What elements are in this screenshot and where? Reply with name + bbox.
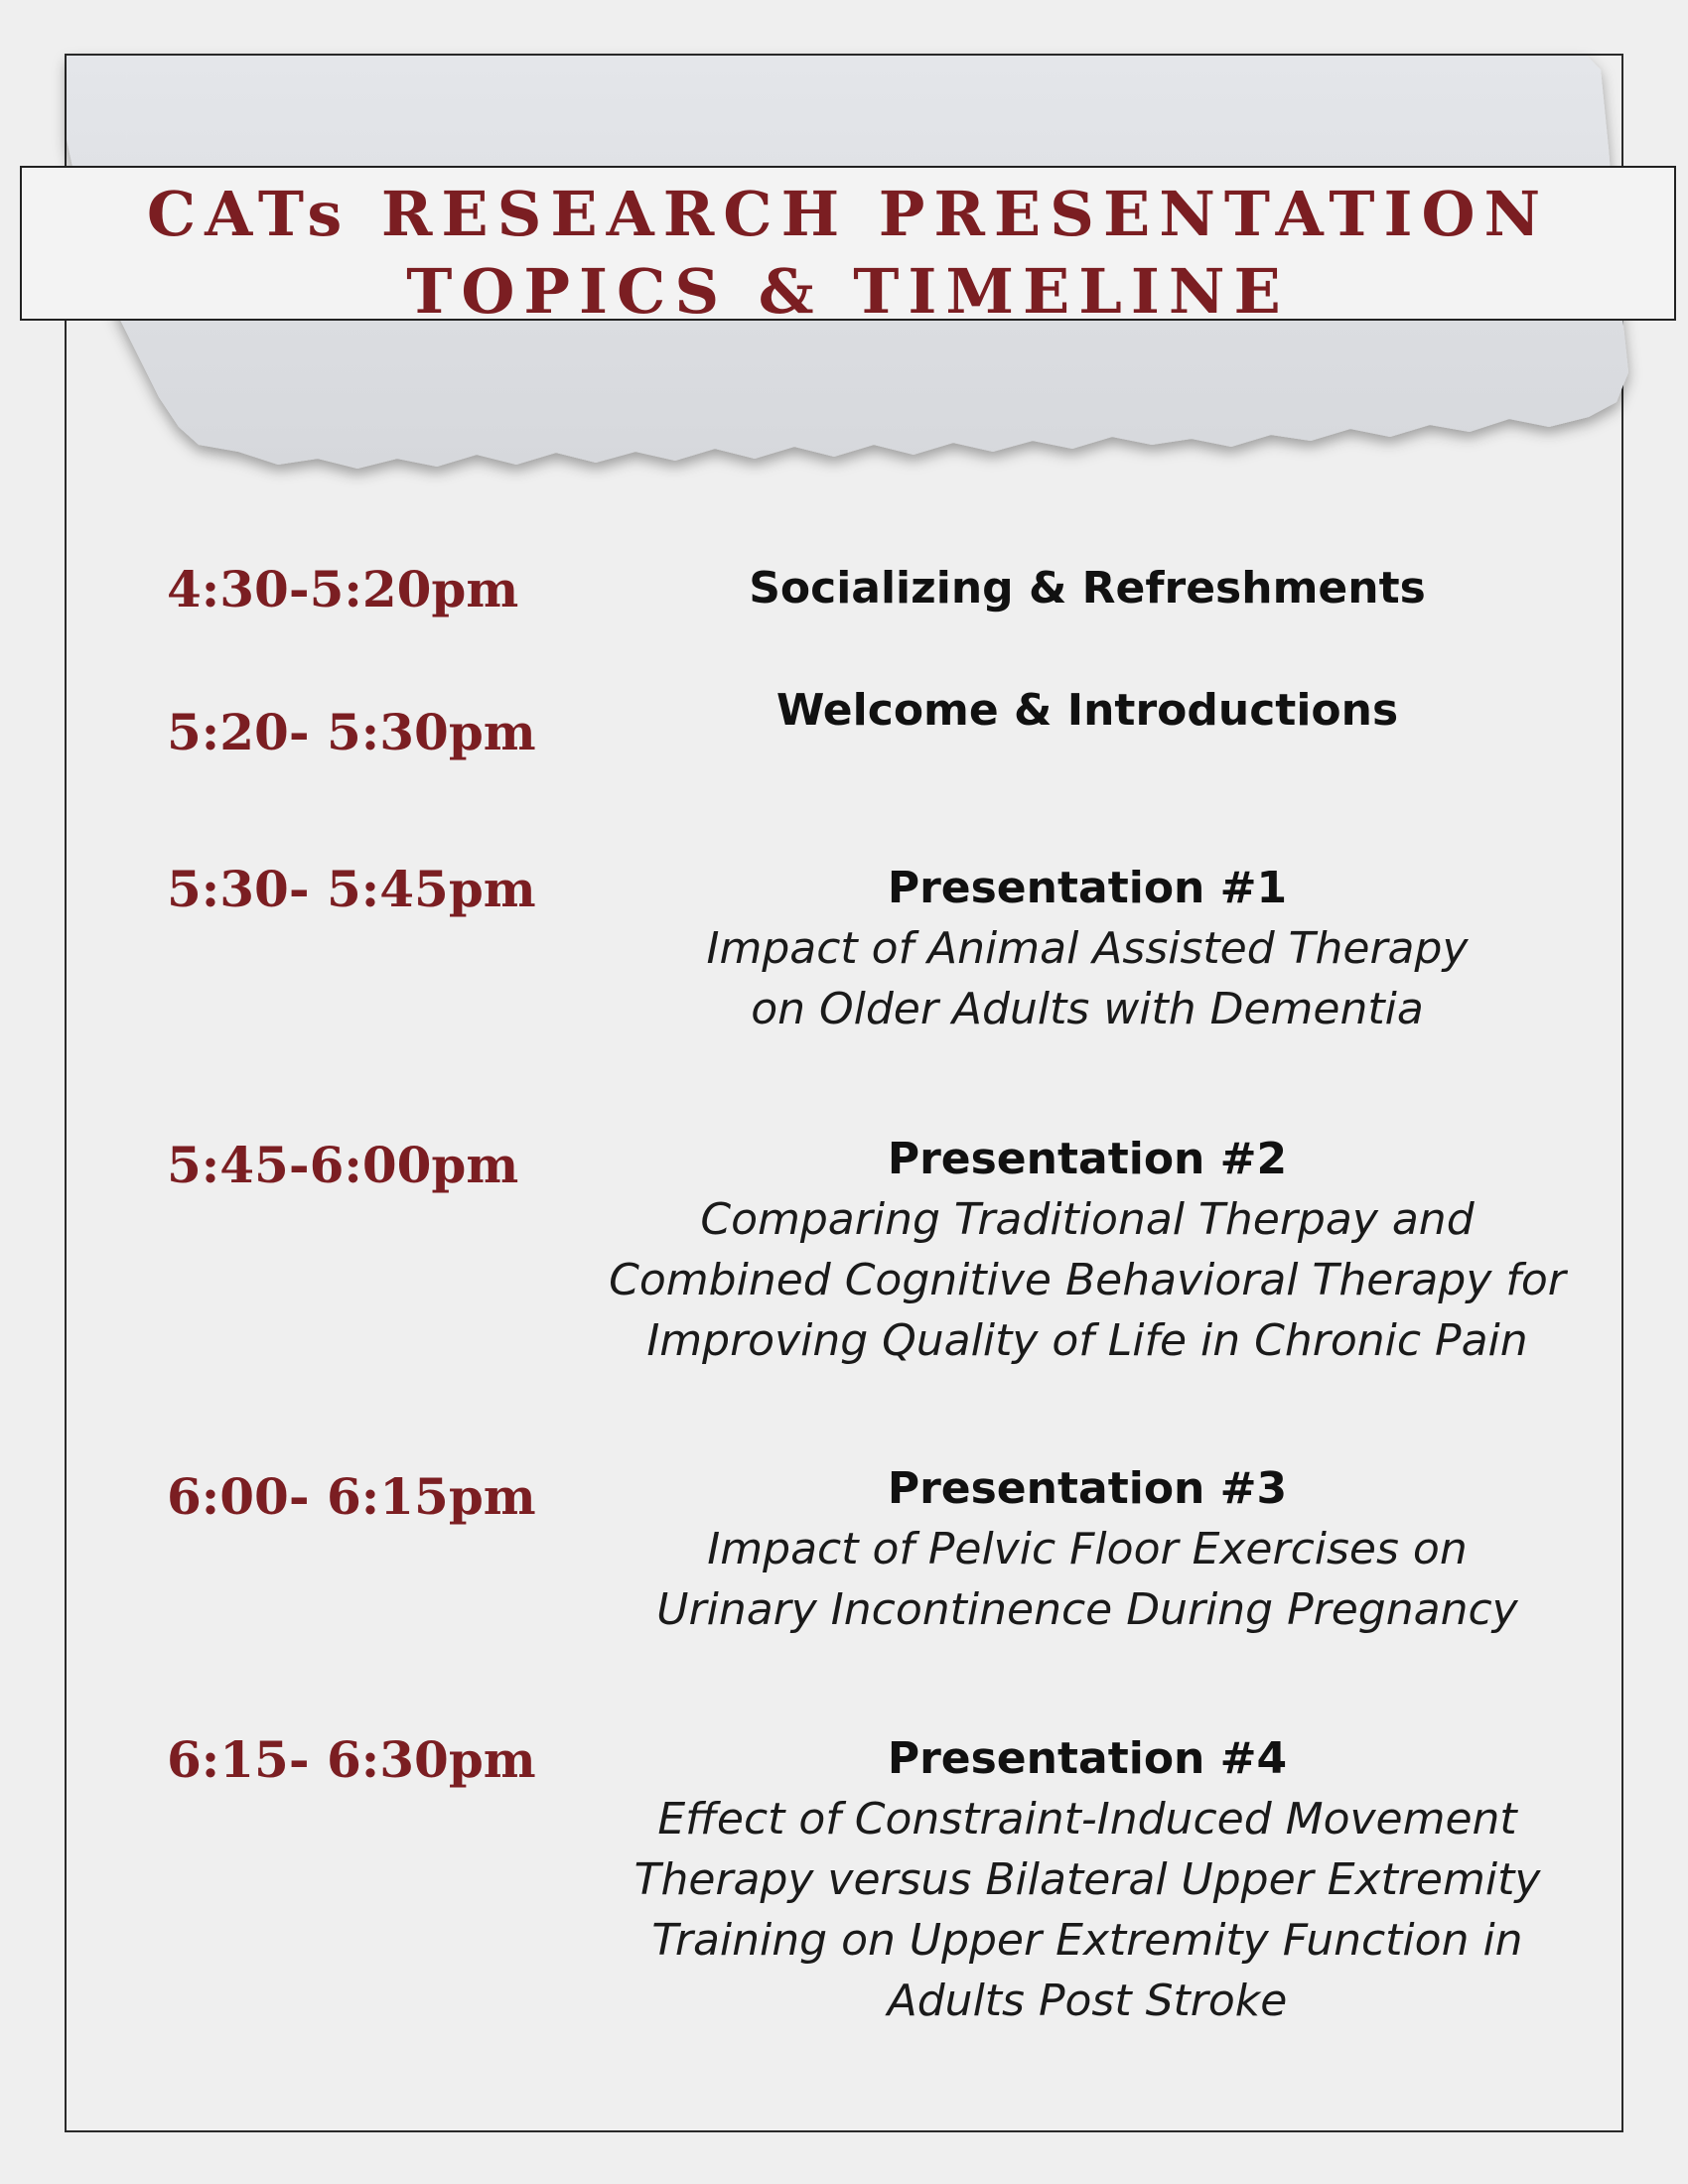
event-description (566, 1789, 1609, 2031)
schedule-time: 6:15- 6:30pm (167, 1730, 536, 1789)
description-line: Effect of Constraint-Induced Movement (657, 1794, 1517, 1844)
description-line: on Older Adults with Dementia (751, 984, 1424, 1034)
description-line: Urinary Incontinence During Pregnancy (656, 1584, 1518, 1635)
event-title: Presentation #1 (887, 863, 1288, 913)
schedule-event (566, 559, 1609, 618)
description-line: Improving Quality of Life in Chronic Pain (646, 1315, 1528, 1366)
event-title: Welcome & Introductions (775, 685, 1399, 736)
description-line: Combined Cognitive Behavioral Therapy for (609, 1255, 1566, 1305)
schedule-time: 5:20- 5:30pm (167, 703, 536, 761)
title-line-1: CATs RESEARCH PRESENTATION (146, 178, 1550, 250)
description-line: Impact of Pelvic Floor Exercises on (707, 1524, 1468, 1574)
event-description (566, 1519, 1609, 1640)
event-title: Presentation #3 (887, 1463, 1288, 1514)
description-line: Impact of Animal Assisted Therapy (706, 923, 1469, 974)
event-description (566, 918, 1609, 1039)
schedule-time: 5:30- 5:45pm (167, 860, 536, 918)
schedule-event (566, 1459, 1609, 1640)
schedule-event (566, 681, 1609, 741)
schedule-event (566, 1729, 1609, 2031)
title-banner (20, 166, 1676, 328)
event-title: Presentation #4 (887, 1733, 1288, 1784)
schedule-event (566, 1130, 1609, 1371)
description-line: Training on Upper Extremity Function in (651, 1915, 1523, 1966)
event-description (566, 1189, 1609, 1371)
schedule-time: 4:30-5:20pm (167, 560, 519, 618)
description-line: Therapy versus Bilateral Upper Extremity (633, 1854, 1541, 1905)
title-line-2: TOPICS & TIMELINE (406, 255, 1290, 328)
schedule-time: 6:00- 6:15pm (167, 1467, 536, 1526)
description-line: Comparing Traditional Therpay and (700, 1194, 1475, 1245)
event-title: Presentation #2 (887, 1134, 1288, 1184)
schedule-time: 5:45-6:00pm (167, 1136, 519, 1194)
schedule-event (566, 859, 1609, 1039)
event-title: Socializing & Refreshments (749, 563, 1426, 614)
description-line: Adults Post Stroke (887, 1976, 1288, 2026)
